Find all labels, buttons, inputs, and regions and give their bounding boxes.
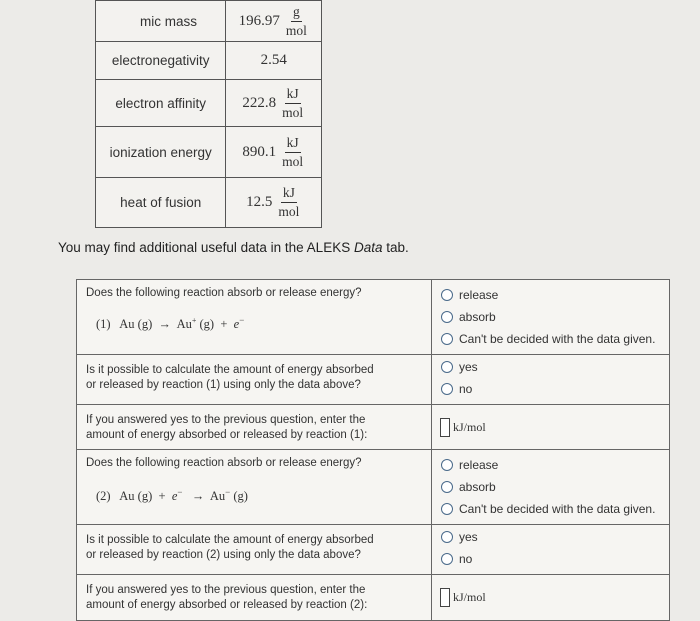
- reaction-1-equation: (1) Au (g) → Au+ (g) + e−: [96, 315, 245, 332]
- property-label: electron affinity: [115, 95, 206, 111]
- radio-option-no[interactable]: no: [438, 378, 663, 400]
- question-text: Does the following reaction absorb or release energy?: [86, 457, 362, 469]
- radio-option-cant-decide[interactable]: Can't be decided with the data given.: [438, 498, 663, 520]
- property-label: heat of fusion: [120, 195, 202, 210]
- radio-button[interactable]: [441, 531, 453, 543]
- property-unit: $\frac{g}{\text{mol}}$: [285, 3, 307, 38]
- unit-label: kJ/mol: [453, 590, 486, 604]
- reaction-2-equation: (2) Au (g) + e− → Au− (g): [96, 487, 248, 504]
- property-value: 2.54: [260, 52, 287, 68]
- property-row: [96, 1, 322, 42]
- property-row: [96, 80, 322, 127]
- radio-option-release[interactable]: release: [438, 284, 663, 306]
- property-unit: $\frac{kJ}{\text{mol}}$: [282, 85, 304, 120]
- radio-button[interactable]: [441, 333, 453, 345]
- property-label: ionization energy: [109, 144, 212, 160]
- radio-button[interactable]: [441, 459, 453, 471]
- property-label: mic mass: [140, 13, 197, 29]
- radio-button[interactable]: [441, 503, 453, 515]
- radio-option-absorb[interactable]: absorb: [438, 306, 663, 328]
- property-row: [96, 178, 322, 228]
- question-text: Is it possible to calculate the amount of energy absorbed or released by reaction (2) using only the data above?: [86, 534, 374, 561]
- radio-button[interactable]: [441, 311, 453, 323]
- radio-option-cant-decide[interactable]: Can't be decided with the data given.: [438, 328, 663, 350]
- radio-button[interactable]: [441, 361, 453, 373]
- property-row: [96, 42, 322, 80]
- property-value: 196.97: [238, 12, 280, 29]
- radio-button[interactable]: [441, 481, 453, 493]
- question-text: Is it possible to calculate the amount of energy absorbed or released by reaction (1) using only the data above?: [86, 364, 374, 391]
- question-row: [77, 525, 670, 575]
- question-row: [77, 355, 670, 405]
- radio-button[interactable]: [441, 289, 453, 301]
- question-table: [76, 279, 670, 621]
- property-label: electronegativity: [111, 53, 210, 68]
- energy-answer-input[interactable]: [440, 588, 450, 607]
- question-row: [77, 450, 670, 525]
- property-row: [96, 127, 322, 178]
- question-row: [77, 405, 670, 450]
- radio-option-absorb[interactable]: absorb: [438, 476, 663, 498]
- question-row: [77, 280, 670, 355]
- element-properties-table: [95, 0, 322, 228]
- question-text: Does the following reaction absorb or release energy?: [86, 287, 362, 299]
- question-text: If you answered yes to the previous question, enter the amount of energy absorbed or released by reaction (1):: [86, 414, 368, 441]
- energy-answer-input[interactable]: [440, 418, 450, 437]
- radio-button[interactable]: [441, 553, 453, 565]
- property-value: 12.5: [246, 194, 273, 210]
- unit-label: kJ/mol: [453, 419, 486, 434]
- radio-button[interactable]: [441, 383, 453, 395]
- radio-option-no[interactable]: no: [438, 548, 663, 570]
- property-unit: $\frac{kJ}{\text{mol}}$: [278, 185, 300, 219]
- question-row: [77, 575, 670, 621]
- property-value: 222.8: [242, 94, 277, 111]
- question-text: If you answered yes to the previous question, enter the amount of energy absorbed or released by reaction (2):: [86, 584, 368, 611]
- radio-option-yes[interactable]: yes: [438, 356, 663, 378]
- property-value: 890.1: [242, 143, 277, 160]
- answer-field-row: [438, 418, 663, 437]
- data-tab-link[interactable]: Data: [353, 240, 383, 255]
- radio-option-yes[interactable]: yes: [438, 526, 663, 548]
- data-tab-hint: You may find additional useful data in the ALEKS Data tab.: [58, 240, 409, 255]
- answer-field-row: [438, 588, 663, 607]
- property-unit: $\frac{kJ}{\text{mol}}$: [282, 134, 304, 169]
- radio-option-release[interactable]: release: [438, 454, 663, 476]
